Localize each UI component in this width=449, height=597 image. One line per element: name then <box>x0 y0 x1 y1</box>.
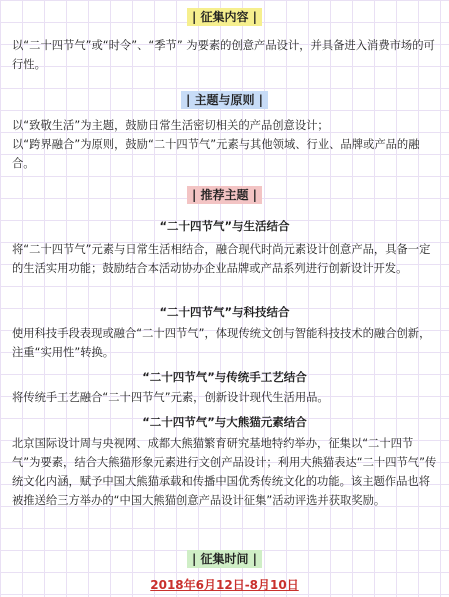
theme-subtitle-craft: “二十四节气”与传统手工艺结合 <box>142 370 307 384</box>
heading-label: | 征集时间 | <box>187 550 262 568</box>
theme-subtitle-life: “二十四节气”与生活结合 <box>159 219 290 233</box>
heading-label: | 征集内容 | <box>187 8 262 26</box>
collection-date <box>0 576 449 594</box>
section-heading-time <box>0 550 449 568</box>
principles-line-2: 以“跨界融合”为原则，鼓励“二十四节气”元素与其他领域、行业、品牌或产品的融合。 <box>12 138 420 170</box>
theme-subtitle-panda: “二十四节气”与大熊猫元素结合 <box>142 415 307 429</box>
theme-body-life: 将“二十四节气”元素与日常生活相结合，融合现代时尚元素设计创意产品，具备一定的生活实用功能；鼓励结合本活动协办企业品牌或产品系列进行创新设计开发。 <box>12 243 431 275</box>
principles-line-1: 以“致敬生活”为主题，鼓励日常生活密切相关的产品创意设计； <box>12 119 329 132</box>
content-paragraph: 以“二十四节气”或“时令”、“季节” 为要素的创意产品设计，并具备进入消费市场的可行性。 <box>12 39 435 71</box>
theme-body-craft: 将传统手工艺融合“二十四节气”元素，创新设计现代生活用品。 <box>12 391 329 404</box>
section-heading-content <box>0 8 449 26</box>
heading-label: | 主题与原则 | <box>181 91 268 109</box>
theme-body-tech: 使用科技手段表现或融合“二十四节气”，体现传统文创与智能科技技术的融合创新，注重“实用性”转换。 <box>12 327 431 359</box>
heading-label: | 推荐主题 | <box>187 186 262 204</box>
theme-subtitle-tech: “二十四节气”与科技结合 <box>159 305 290 319</box>
section-heading-principles <box>0 91 449 109</box>
collection-date-text: 2018年6月12日-8月10日 <box>150 578 299 592</box>
theme-body-panda: 北京国际设计周与央视网、成都大熊猫繁育研究基地特约举办，征集以“二十四节气”为要素，结合大熊猫形象元素进行文创产品设计；利用大熊猫表达“二十四节气”传统文化内涵，赋予中国大熊猫承载和传播中国优秀传统文化的功能。该主题作品也将被推送给三方举办的“中国大熊猫创意产品设计征集”活动评选并获取奖励。 <box>12 437 437 507</box>
section-heading-themes <box>0 186 449 204</box>
